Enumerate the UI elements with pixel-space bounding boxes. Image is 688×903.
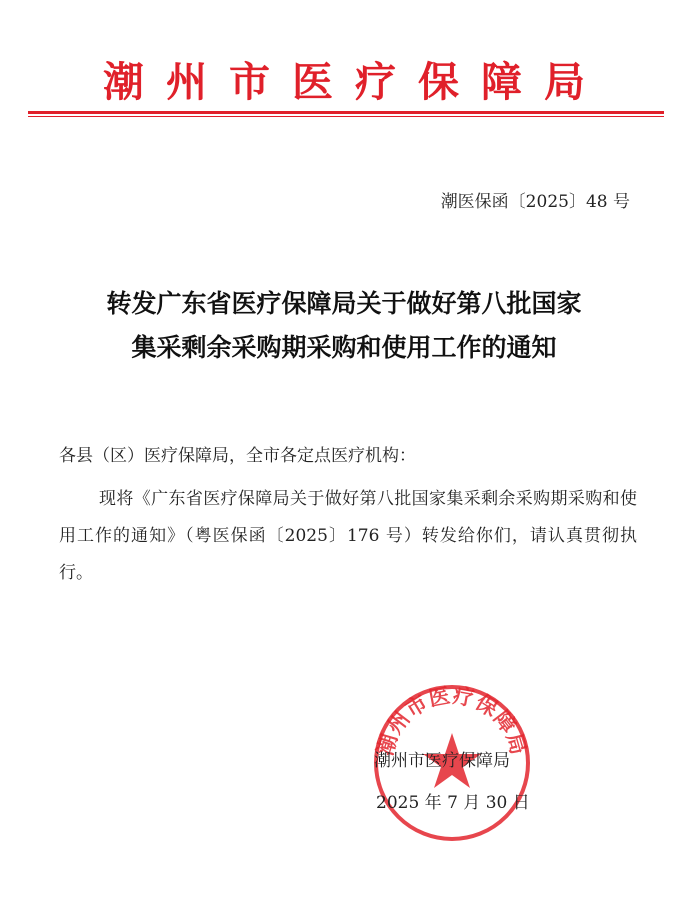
letterhead-rule-thin bbox=[28, 116, 664, 117]
document-number: 潮医保函〔2025〕48 号 bbox=[440, 192, 630, 212]
seal-text: 潮州市医疗保障局 bbox=[373, 683, 531, 759]
signing-organization: 潮州市医疗保障局 bbox=[374, 751, 510, 771]
document-title-line-1: 转发广东省医疗保障局关于做好第八批国家 bbox=[106, 289, 582, 318]
addressee: 各县（区）医疗保障局，全市各定点医疗机构： bbox=[59, 446, 416, 466]
signing-date: 2025 年 7 月 30 日 bbox=[376, 793, 530, 813]
document-title bbox=[60, 282, 628, 370]
letterhead-rule-thick bbox=[28, 111, 664, 114]
body-paragraph: 现将《广东省医疗保障局关于做好第八批国家集采剩余采购期采购和使用工作的通知》（粤医保函〔2025〕176 号）转发给你们，请认真贯彻执行。 bbox=[59, 489, 637, 583]
document-title-line-2: 集采剩余采购期采购和使用工作的通知 bbox=[131, 333, 557, 362]
letterhead-title: 潮州市医疗保障局 bbox=[103, 58, 607, 106]
